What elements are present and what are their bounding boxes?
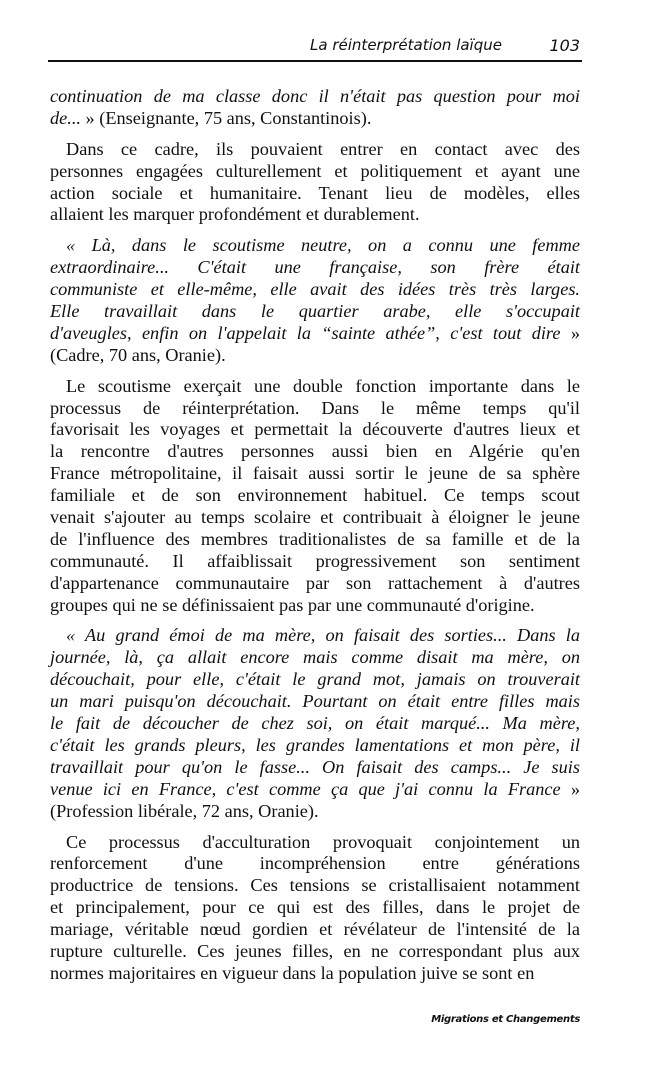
text-line xyxy=(50,573,580,595)
page-number: 103 xyxy=(549,36,580,55)
text-line xyxy=(50,779,580,801)
text-line xyxy=(50,323,580,345)
text-line xyxy=(50,204,580,226)
text-line xyxy=(50,108,580,130)
roman-text: » xyxy=(560,778,581,799)
text-line xyxy=(50,419,580,441)
roman-text: processus de réinterprétation. Dans le même temps qu'il xyxy=(50,397,580,418)
roman-text: favorisait les voyages et permettait la découverte d'autres lieux et xyxy=(50,419,580,440)
roman-text: » (Enseignante, 75 ans, Constantinois). xyxy=(80,107,372,128)
roman-text: communauté. Il affaiblissait progressivement son sentiment xyxy=(50,550,580,571)
text-line xyxy=(50,832,580,854)
interview-quote xyxy=(50,86,580,130)
text-line xyxy=(50,897,580,919)
text-line xyxy=(50,853,580,875)
italic-text: de... xyxy=(50,107,81,128)
running-title: La réinterprétation laïque xyxy=(310,36,502,54)
text-line xyxy=(50,398,580,420)
text-line xyxy=(50,485,580,507)
running-header xyxy=(48,34,582,62)
text-line xyxy=(50,376,580,398)
italic-text: venue ici en France, c'est comme ça que j'ai connu la France xyxy=(50,778,561,799)
roman-text: Dans ce cadre, ils pouvaient entrer en contact avec des xyxy=(66,138,580,159)
italic-text: travaillait pour qu'on le fasse... On faisait des camps... Je suis xyxy=(50,756,580,777)
roman-text: renforcement d'une incompréhension entre générations xyxy=(50,853,580,874)
roman-text: mariage, véritable nœud gordien et révélateur de l'intensité de la xyxy=(50,919,580,940)
text-line xyxy=(50,345,580,367)
italic-text: journée, là, ça allait encore mais comme disait ma mère, on xyxy=(50,647,580,668)
roman-text: Le scoutisme exerçait une double fonction importante dans le xyxy=(66,375,580,396)
text-line xyxy=(50,801,580,823)
roman-text: de l'influence des membres traditionalistes de sa famille et de la xyxy=(50,528,580,549)
roman-text: personnes engagées culturellement et politiquement et ayant une xyxy=(50,160,580,181)
text-line xyxy=(50,875,580,897)
italic-text: découchait, pour elle, c'était le grand mot, jamais on trouverait xyxy=(50,669,580,690)
text-line xyxy=(50,257,580,279)
roman-text: familiale et de son environnement habituel. Ce temps scout xyxy=(50,485,580,506)
text-line xyxy=(50,235,580,257)
text-line xyxy=(50,919,580,941)
text-line xyxy=(50,463,580,485)
text-line xyxy=(50,669,580,691)
text-line xyxy=(50,735,580,757)
roman-text: (Cadre, 70 ans, Oranie). xyxy=(50,344,226,365)
italic-text: le fait de découcher de chez soi, on était marqué... Ma mère, xyxy=(50,713,580,734)
text-line xyxy=(50,551,580,573)
italic-text: « Là, dans le scoutisme neutre, on a connu une femme xyxy=(66,235,580,256)
italic-text: c'était les grands pleurs, les grandes lamentations et mon père, il xyxy=(50,734,580,755)
text-line xyxy=(50,757,580,779)
roman-text: groupes qui ne se définissaient pas par une communauté d'origine. xyxy=(50,594,535,615)
roman-text: (Profession libérale, 72 ans, Oranie). xyxy=(50,800,319,821)
roman-text: et principalement, pour ce qui est des filles, dans le projet de xyxy=(50,897,580,918)
text-line xyxy=(50,529,580,551)
roman-text: » xyxy=(560,322,581,343)
text-line xyxy=(50,161,580,183)
page-body xyxy=(50,86,580,994)
paragraph xyxy=(50,376,580,617)
text-line xyxy=(50,183,580,205)
text-line xyxy=(50,963,580,985)
italic-text: d'aveugles, enfin on l'appelait la “sainte athée”, c'est tout dire xyxy=(50,322,561,343)
roman-text: productrice de tensions. Ces tensions se cristallisaient notamment xyxy=(50,875,580,896)
text-line xyxy=(50,86,580,108)
roman-text: allaient les marquer profondément et durablement. xyxy=(50,204,420,225)
text-line xyxy=(50,595,580,617)
italic-text: extraordinaire... C'était une française, son frère était xyxy=(50,257,580,278)
text-line xyxy=(50,625,580,647)
text-line xyxy=(50,301,580,323)
text-line xyxy=(50,441,580,463)
italic-text: un mari puisqu'on découchait. Pourtant on était entre filles mais xyxy=(50,691,580,712)
roman-text: action sociale et humanitaire. Tenant lieu de modèles, elles xyxy=(50,182,580,203)
interview-quote xyxy=(50,235,580,366)
roman-text: Ce processus d'acculturation provoquait conjointement un xyxy=(66,831,580,852)
interview-quote xyxy=(50,625,580,822)
text-line xyxy=(50,647,580,669)
italic-text: continuation de ma classe donc il n'était pas question pour moi xyxy=(50,86,580,106)
journal-footer: Migrations et Changements xyxy=(431,1014,580,1025)
roman-text: venait s'ajouter au temps scolaire et contribuait à éloigner le jeune xyxy=(50,507,580,528)
roman-text: France métropolitaine, il faisait aussi sortir le jeune de sa sphère xyxy=(50,463,580,484)
text-line xyxy=(50,279,580,301)
paragraph xyxy=(50,139,580,227)
text-line xyxy=(50,507,580,529)
italic-text: Elle travaillait dans le quartier arabe, elle s'occupait xyxy=(50,301,580,322)
text-line xyxy=(50,941,580,963)
roman-text: rupture culturelle. Ces jeunes filles, en ne correspondant plus aux xyxy=(50,940,580,961)
paragraph xyxy=(50,832,580,985)
text-line xyxy=(50,691,580,713)
italic-text: communiste et elle-même, elle avait des idées très très larges. xyxy=(50,279,580,300)
roman-text: la rencontre d'autres personnes aussi bien en Algérie qu'en xyxy=(50,441,580,462)
roman-text: d'appartenance communautaire par son rattachement à d'autres xyxy=(50,572,580,593)
text-line xyxy=(50,139,580,161)
text-line xyxy=(50,713,580,735)
roman-text: normes majoritaires en vigueur dans la population juive se sont en xyxy=(50,962,535,983)
italic-text: « Au grand émoi de ma mère, on faisait des sorties... Dans la xyxy=(66,625,580,646)
